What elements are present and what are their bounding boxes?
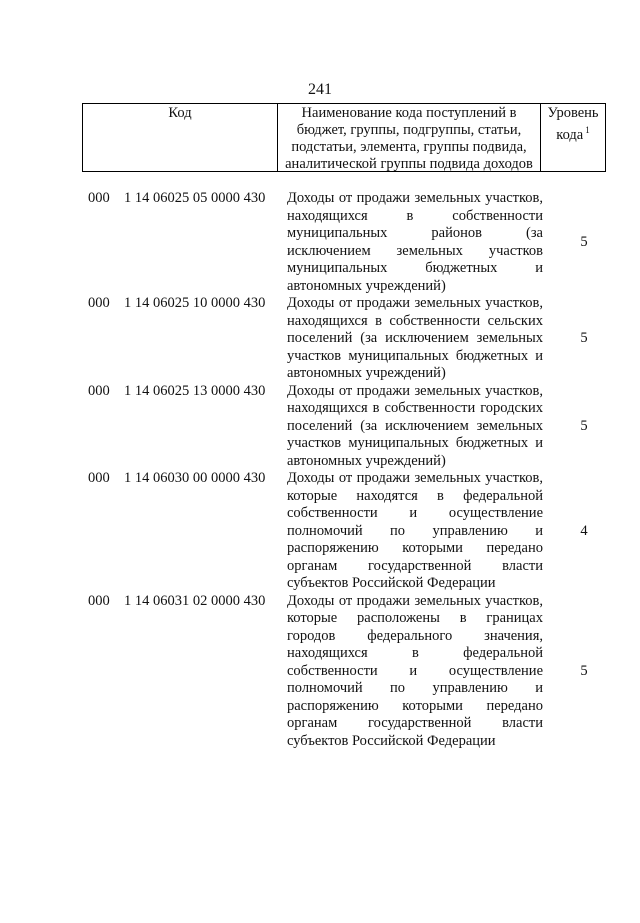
header-name: Наименование кода поступлений в бюджет, группы, подгруппы, статьи, подстатьи, элемента, группы подвида, аналитической группы подвида доходов bbox=[278, 104, 541, 171]
code-level: 5 bbox=[580, 330, 588, 346]
code-description: Доходы от продажи земельных участков, находящихся в собственности сельских поселений (за исключением земельных участков муниципальных бюджетных и автономных учреждений) bbox=[287, 295, 543, 381]
table-row bbox=[0, 593, 640, 751]
code-description: Доходы от продажи земельных участков, которые находятся в федеральной собственности и осуществление полномочий по управлению и распоряжению которыми передано органам государственной власти субъектов Российской Федерации bbox=[287, 470, 543, 591]
admin-code: 000 bbox=[88, 190, 110, 206]
budget-code: 1 14 06025 10 0000 430 bbox=[124, 295, 266, 311]
admin-code: 000 bbox=[88, 470, 110, 486]
budget-code: 1 14 06025 13 0000 430 bbox=[124, 382, 266, 399]
budget-code: 1 14 06031 02 0000 430 bbox=[124, 592, 266, 609]
table-header bbox=[82, 103, 606, 172]
header-level-label: Уровень кода bbox=[547, 105, 599, 143]
table-row bbox=[0, 383, 640, 471]
admin-code: 000 bbox=[88, 382, 110, 399]
table-body bbox=[0, 190, 640, 750]
code-level: 5 bbox=[580, 233, 588, 250]
code-description: Доходы от продажи земельных участков, которые расположены в границах городов федерального значения, находящихся в федеральной собственности и осуществление полномочий по управлению и распоряжению которыми передано органам государственной власти субъектов Российской Федерации bbox=[287, 592, 543, 749]
table-row bbox=[0, 295, 640, 383]
table-row bbox=[0, 190, 640, 295]
footnote-mark: 1 bbox=[585, 125, 590, 135]
table-row bbox=[0, 470, 640, 593]
code-description: Доходы от продажи земельных участков, находящихся в собственности муниципальных районов (за исключением земельных участков муниципальных бюджетных и автономных учреждений) bbox=[287, 190, 543, 294]
admin-code: 000 bbox=[88, 592, 110, 609]
code-description: Доходы от продажи земельных участков, находящихся в собственности городских поселений (за исключением земельных участков муниципальных бюджетных и автономных учреждений) bbox=[287, 382, 543, 469]
code-level: 5 bbox=[580, 662, 588, 679]
header-level bbox=[541, 104, 606, 171]
budget-code: 1 14 06025 05 0000 430 bbox=[124, 190, 266, 206]
code-level: 4 bbox=[580, 522, 588, 539]
budget-code: 1 14 06030 00 0000 430 bbox=[124, 470, 266, 486]
page-number: 241 bbox=[308, 81, 332, 98]
admin-code: 000 bbox=[88, 295, 110, 311]
code-level: 5 bbox=[580, 417, 588, 434]
header-code: Код bbox=[82, 104, 278, 171]
